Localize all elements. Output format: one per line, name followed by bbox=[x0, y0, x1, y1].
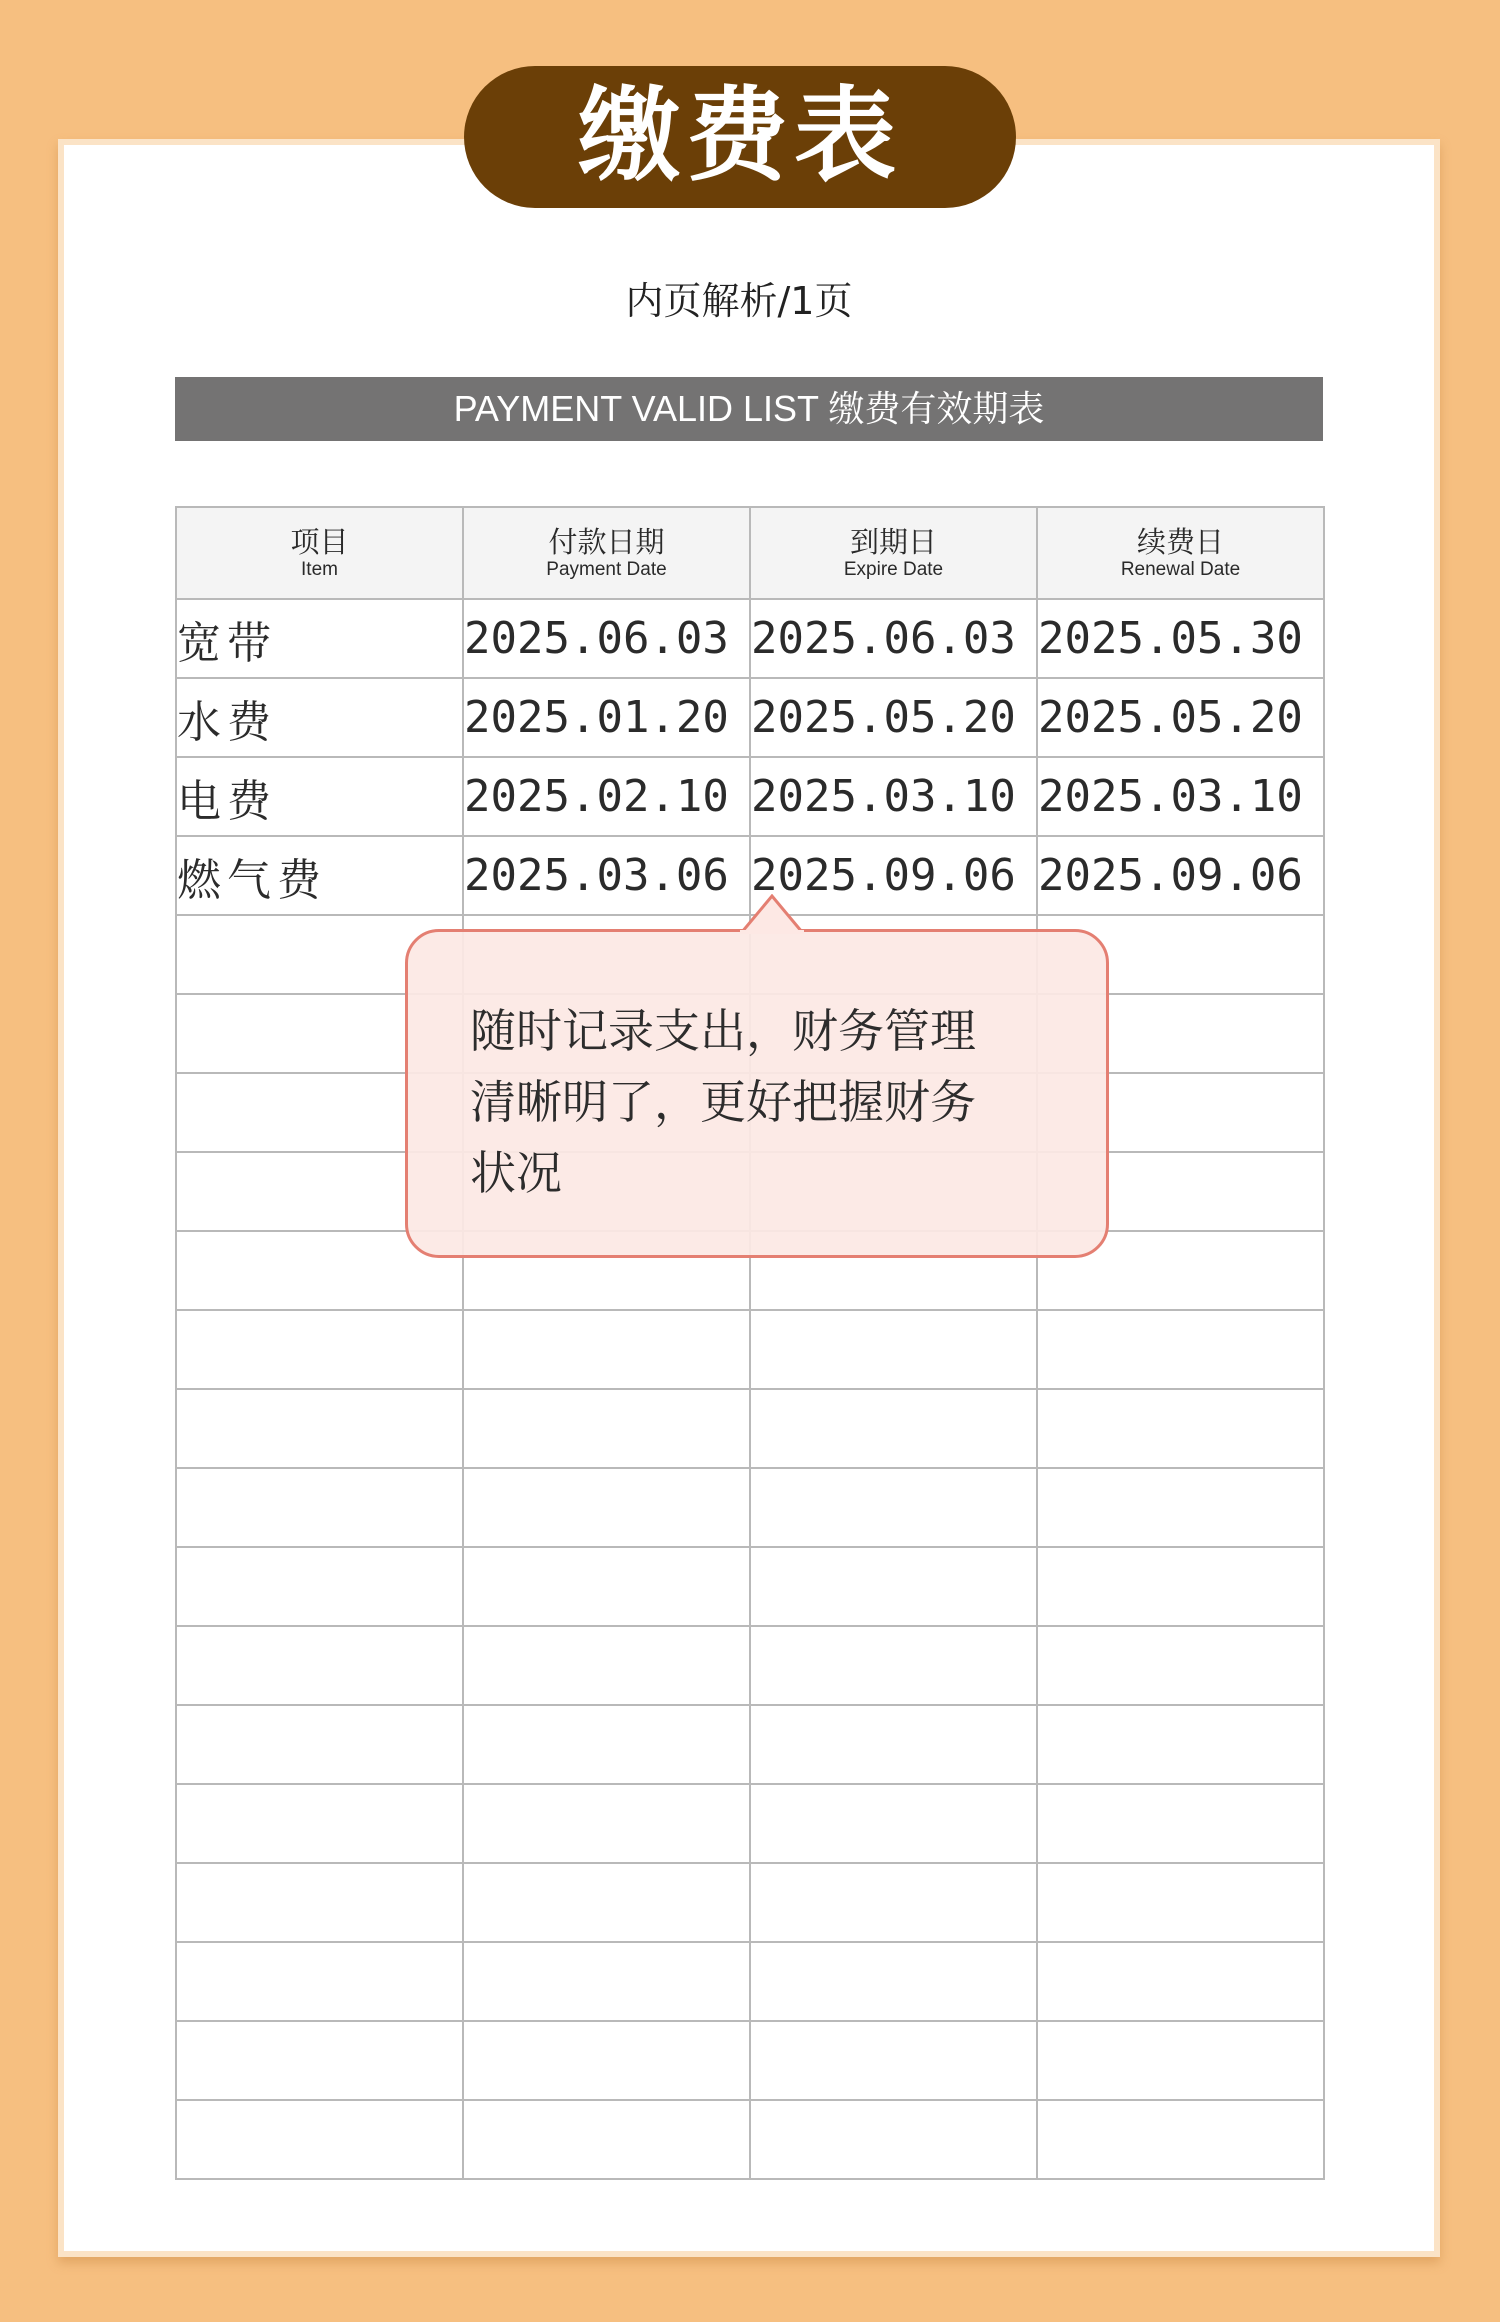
table-row bbox=[176, 757, 1324, 836]
cell-payment-date bbox=[463, 1310, 750, 1389]
header-label-cn: 续费日 bbox=[1136, 525, 1224, 559]
cell-expire-date bbox=[750, 2021, 1037, 2100]
tip-line: 状况 bbox=[470, 1146, 562, 1200]
header-label-cn: 到期日 bbox=[849, 525, 937, 559]
table-row bbox=[176, 1863, 1324, 1942]
header-expire-date bbox=[750, 507, 1037, 599]
cell-item bbox=[176, 1784, 463, 1863]
table-row bbox=[176, 1784, 1324, 1863]
cell-payment-date: 2025.06.03 bbox=[463, 599, 750, 678]
cell-payment-date bbox=[463, 1784, 750, 1863]
header-payment-date bbox=[463, 507, 750, 599]
cell-item bbox=[176, 1310, 463, 1389]
cell-expire-date: 2025.03.10 bbox=[750, 757, 1037, 836]
cell-item bbox=[176, 1468, 463, 1547]
cell-payment-date bbox=[463, 1547, 750, 1626]
header-item bbox=[176, 507, 463, 599]
cell-item: 电费 bbox=[176, 757, 463, 836]
cell-renewal-date bbox=[1037, 1863, 1324, 1942]
header-label-cn: 付款日期 bbox=[548, 525, 665, 559]
table-header-row bbox=[176, 507, 1324, 599]
header-label-en: Item bbox=[301, 559, 338, 580]
cell-item bbox=[176, 1389, 463, 1468]
cell-payment-date: 2025.03.06 bbox=[463, 836, 750, 915]
cell-renewal-date bbox=[1037, 2021, 1324, 2100]
tip-line: 清晰明了，更好把握财务 bbox=[470, 1075, 976, 1129]
tip-text bbox=[470, 996, 1070, 1209]
cell-renewal-date: 2025.05.20 bbox=[1037, 678, 1324, 757]
cell-item: 水费 bbox=[176, 678, 463, 757]
cell-item bbox=[176, 1863, 463, 1942]
cell-payment-date bbox=[463, 1942, 750, 2021]
cell-expire-date bbox=[750, 1626, 1037, 1705]
cell-payment-date bbox=[463, 2100, 750, 2179]
tip-line: 随时记录支出，财务管理 bbox=[470, 1004, 976, 1058]
table-row bbox=[176, 1547, 1324, 1626]
table-row bbox=[176, 1942, 1324, 2021]
header-label-en: Expire Date bbox=[843, 559, 944, 580]
cell-payment-date bbox=[463, 1863, 750, 1942]
cell-expire-date: 2025.09.06 bbox=[750, 836, 1037, 915]
cell-item bbox=[176, 1626, 463, 1705]
table-row bbox=[176, 2100, 1324, 2179]
cell-renewal-date bbox=[1037, 1547, 1324, 1626]
table-row bbox=[176, 1626, 1324, 1705]
table-row bbox=[176, 1468, 1324, 1547]
cell-renewal-date bbox=[1037, 1310, 1324, 1389]
header-renewal-date bbox=[1037, 507, 1324, 599]
cell-item bbox=[176, 2100, 463, 2179]
cell-expire-date: 2025.05.20 bbox=[750, 678, 1037, 757]
page-subtitle: 内页解析/1页 bbox=[625, 279, 853, 323]
header-label-en: Payment Date bbox=[546, 559, 667, 580]
cell-expire-date bbox=[750, 1863, 1037, 1942]
cell-renewal-date bbox=[1037, 1942, 1324, 2021]
cell-item bbox=[176, 1547, 463, 1626]
header-label-en: Renewal Date bbox=[1120, 559, 1241, 580]
cell-item bbox=[176, 2021, 463, 2100]
table-row bbox=[176, 1705, 1324, 1784]
cell-renewal-date bbox=[1037, 1468, 1324, 1547]
cell-payment-date bbox=[463, 1626, 750, 1705]
cell-expire-date bbox=[750, 1547, 1037, 1626]
cell-expire-date: 2025.06.03 bbox=[750, 599, 1037, 678]
cell-renewal-date bbox=[1037, 1705, 1324, 1784]
cell-payment-date: 2025.02.10 bbox=[463, 757, 750, 836]
cell-renewal-date: 2025.09.06 bbox=[1037, 836, 1324, 915]
cell-renewal-date bbox=[1037, 1784, 1324, 1863]
table-row bbox=[176, 1389, 1324, 1468]
table-row bbox=[176, 599, 1324, 678]
cell-expire-date bbox=[750, 1468, 1037, 1547]
cell-renewal-date: 2025.05.30 bbox=[1037, 599, 1324, 678]
cell-payment-date bbox=[463, 1389, 750, 1468]
cell-item bbox=[176, 1705, 463, 1784]
cell-payment-date bbox=[463, 1705, 750, 1784]
cell-expire-date bbox=[750, 1310, 1037, 1389]
table-row bbox=[176, 1310, 1324, 1389]
cell-renewal-date bbox=[1037, 1389, 1324, 1468]
payment-table bbox=[175, 506, 1325, 2180]
cell-expire-date bbox=[750, 1784, 1037, 1863]
cell-expire-date bbox=[750, 2100, 1037, 2179]
header-label-cn: 项目 bbox=[290, 525, 349, 559]
list-banner: PAYMENT VALID LIST 缴费有效期表 bbox=[175, 377, 1323, 441]
cell-payment-date: 2025.01.20 bbox=[463, 678, 750, 757]
cell-item: 燃气费 bbox=[176, 836, 463, 915]
cell-expire-date bbox=[750, 1942, 1037, 2021]
cell-item bbox=[176, 1942, 463, 2021]
cell-renewal-date bbox=[1037, 1626, 1324, 1705]
table-row bbox=[176, 678, 1324, 757]
page-title: 缴费表 bbox=[464, 66, 1016, 208]
cell-expire-date bbox=[750, 1705, 1037, 1784]
tip-callout bbox=[405, 929, 1109, 1258]
cell-item: 宽带 bbox=[176, 599, 463, 678]
cell-renewal-date bbox=[1037, 2100, 1324, 2179]
cell-payment-date bbox=[463, 1468, 750, 1547]
table-row bbox=[176, 2021, 1324, 2100]
cell-renewal-date: 2025.03.10 bbox=[1037, 757, 1324, 836]
cell-expire-date bbox=[750, 1389, 1037, 1468]
cell-payment-date bbox=[463, 2021, 750, 2100]
